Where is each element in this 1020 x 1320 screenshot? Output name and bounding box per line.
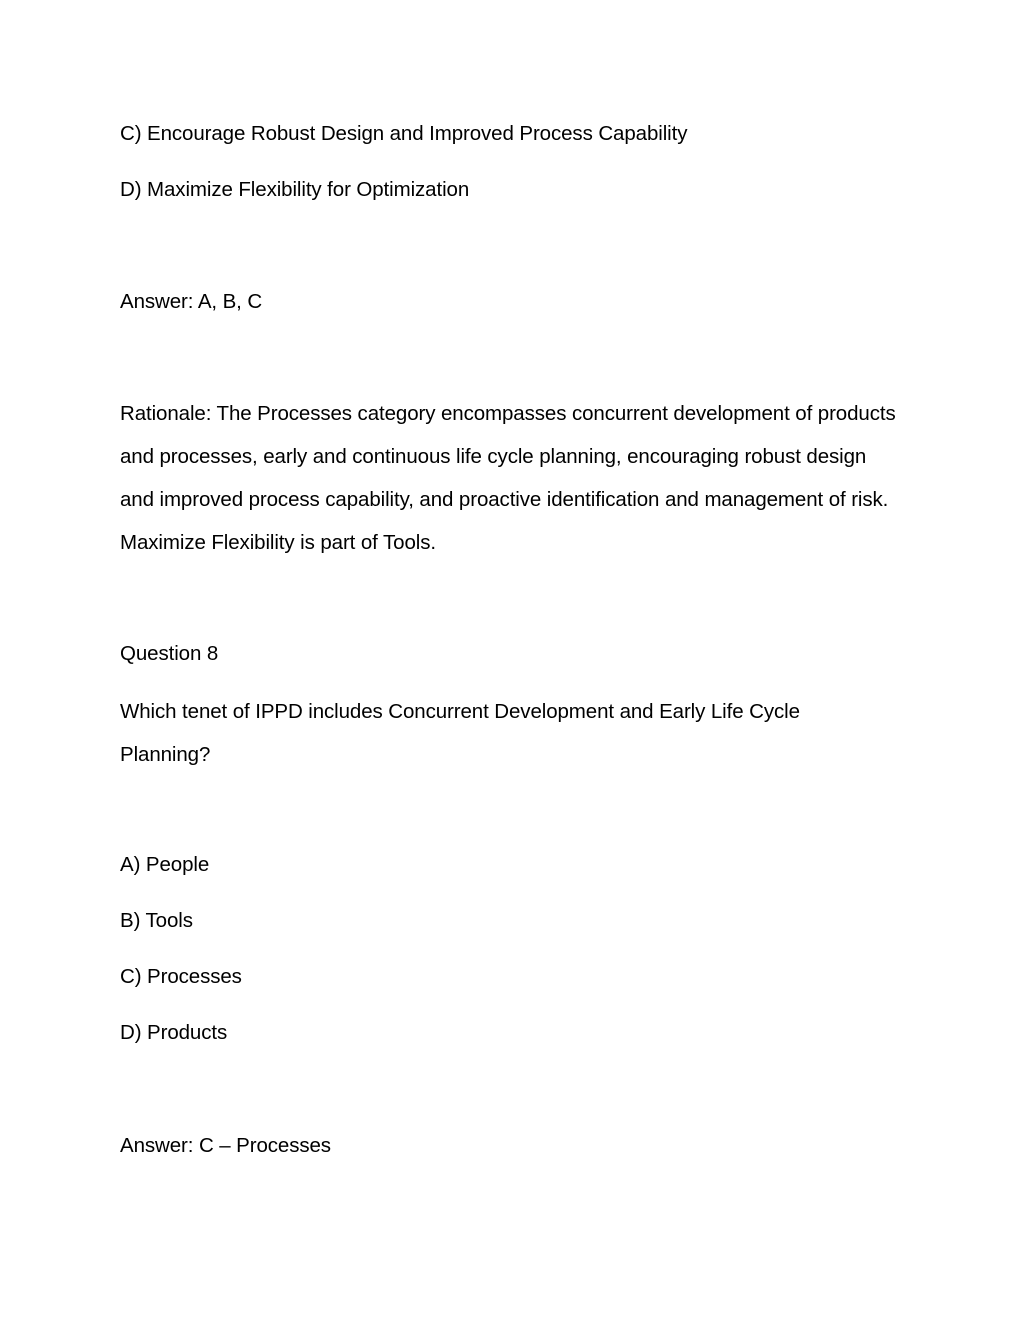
option-b-text: B) Tools bbox=[120, 909, 193, 932]
question-prompt: Which tenet of IPPD includes Concurrent Development and Early Life Cycle Planning? bbox=[120, 700, 800, 766]
answer-text: Answer: C – Processes bbox=[120, 1134, 331, 1157]
option-d-text: D) Products bbox=[120, 1021, 228, 1044]
option-a-text: A) People bbox=[120, 853, 210, 876]
option-c-text: C) Encourage Robust Design and Improved Process Capability bbox=[120, 122, 688, 145]
option-d-text: D) Maximize Flexibility for Optimization bbox=[120, 178, 470, 201]
rationale-paragraph: Rationale: The Processes category encompasses concurrent development of products and processes, early and continuous life cycle planning, encouraging robust design and improved process capability, and proactive identification and management of risk. Maximize Flexibility is part of Tools. bbox=[120, 402, 896, 554]
question-heading: Question 8 bbox=[120, 642, 219, 665]
answer-text: Answer: A, B, C bbox=[120, 290, 263, 313]
option-c-text: C) Processes bbox=[120, 965, 242, 988]
